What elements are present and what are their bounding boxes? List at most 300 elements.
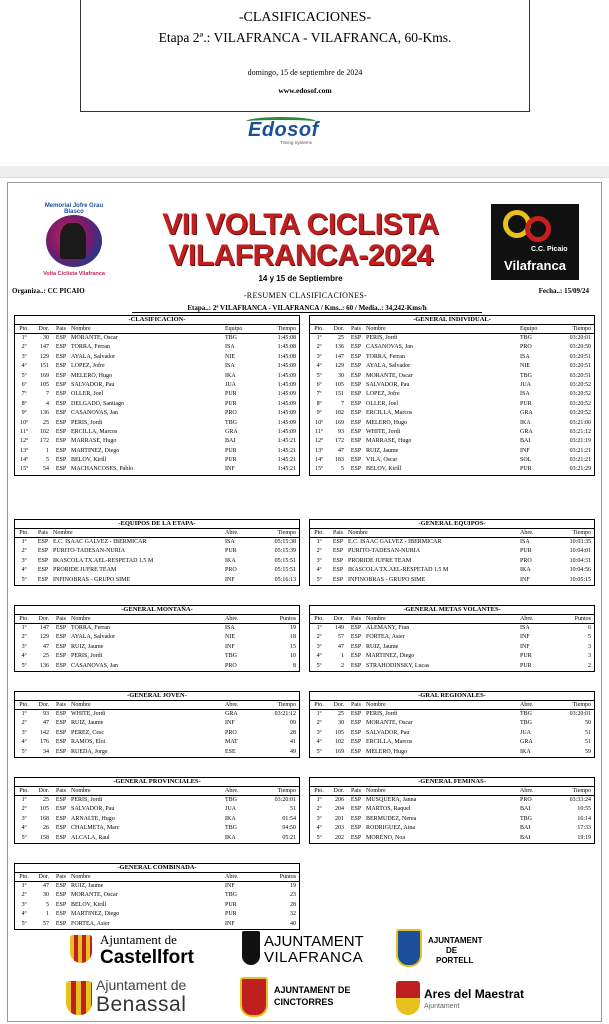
section-title: -GENERAL COMBINADA-	[15, 864, 299, 873]
team-name-cell: INFINOBRAS - GRUPO SIME	[53, 576, 131, 583]
table-row	[15, 437, 299, 446]
table-row	[15, 538, 299, 547]
rider-name-cell: ERCILLA, Marcos	[366, 410, 413, 417]
country-cell: ESP	[350, 729, 362, 736]
website-link[interactable]: www.edosof.com	[278, 86, 332, 95]
time-cell: 41	[290, 739, 296, 746]
country-cell: ESP	[350, 363, 362, 370]
column-header: Pto.	[314, 326, 324, 332]
team-name-cell: PURITO-TADESAN-NURIA	[348, 548, 421, 555]
castellfort-label-2: Castellfort	[100, 947, 194, 968]
bib-cell: 136	[40, 662, 49, 669]
table-row	[15, 390, 299, 399]
bib-cell: 25	[43, 797, 49, 803]
position-cell: 5º	[21, 920, 27, 927]
wheel-icon	[525, 216, 551, 242]
time-cell: 03:21:00	[569, 419, 591, 426]
table-row	[310, 456, 594, 465]
team-cell: GRA	[225, 428, 238, 435]
column-header: Puntos	[279, 616, 296, 622]
position-cell: 5º	[316, 662, 322, 669]
position-cell: 11º	[315, 428, 323, 435]
table-row	[15, 372, 299, 381]
time-cell: 03:21:21	[569, 457, 591, 464]
team-cell: PRO	[225, 662, 237, 669]
rider-name-cell: MARTINEZ, Diego	[71, 447, 120, 454]
table-row	[310, 400, 594, 409]
position-cell: 2º	[21, 548, 27, 555]
column-header: Abre.	[225, 702, 239, 708]
table-row	[15, 805, 299, 814]
country-cell: ESP	[55, 911, 67, 918]
position-cell: 1º	[21, 797, 27, 803]
stage-title: Etapa 2ª.: VILAFRANCA - VILAFRANCA, 60-Kms.	[158, 30, 452, 45]
bib-cell: 168	[40, 815, 49, 822]
time-cell: 51	[585, 739, 591, 746]
bib-cell: 25	[338, 335, 344, 341]
race-title-line1: VII VOLTA CICLISTA	[162, 208, 439, 241]
bib-cell: 54	[43, 466, 49, 473]
table-row	[15, 353, 299, 362]
bib-cell: 169	[335, 419, 344, 426]
table-row	[310, 624, 594, 633]
position-cell: 15º	[315, 466, 323, 473]
table-row	[310, 662, 594, 671]
points-cell: 19	[290, 625, 296, 631]
position-cell: 1º	[316, 625, 322, 631]
column-header: Dor.	[38, 326, 49, 332]
castellfort-crest-icon	[70, 935, 92, 963]
memorial-logo	[38, 201, 110, 283]
time-cell: 03:21:12	[274, 711, 296, 717]
race-date: domingo, 15 de septiembre de 2024	[247, 68, 363, 77]
rider-name-cell: FORTEA, Asier	[71, 920, 110, 927]
table-row	[15, 547, 299, 556]
country-cell: ESP	[350, 834, 362, 841]
team-cell: ISA	[520, 391, 530, 398]
team-cell: PUR	[225, 391, 237, 398]
team-cell: PUR	[520, 400, 532, 407]
bib-cell: 57	[43, 920, 49, 927]
position-cell: 10º	[20, 419, 28, 426]
bib-cell: 105	[40, 381, 49, 388]
results-title: -CLASIFICACIONES-	[238, 10, 372, 25]
column-header: Pais	[55, 326, 66, 332]
position-cell: 3º	[316, 353, 322, 360]
table-row	[15, 834, 299, 843]
bib-cell: 201	[335, 815, 344, 822]
country-cell: ESP	[332, 567, 344, 574]
time-cell: 03:20:52	[569, 381, 591, 388]
rider-name-cell: TORRA, Ferran	[366, 353, 405, 360]
bib-cell: 102	[40, 428, 49, 435]
country-cell: ESP	[55, 815, 67, 822]
table-row	[310, 576, 594, 585]
team-cell: MAT	[225, 739, 238, 746]
team-abbr-cell: ISA	[225, 539, 235, 545]
position-cell: 8º	[316, 400, 322, 407]
time-cell: 1:45:09	[277, 428, 296, 435]
column-header: Abre.	[225, 788, 239, 794]
points-cell: 2	[588, 662, 591, 669]
time-cell: 03:21:12	[569, 428, 591, 435]
team-cell: PRO	[225, 729, 237, 736]
country-cell: ESP	[55, 806, 67, 813]
position-cell: 3º	[21, 815, 27, 822]
section-equipos-etapa	[14, 519, 300, 586]
time-cell: 49	[290, 748, 296, 755]
team-cell: NIE	[520, 363, 530, 370]
position-cell: 3º	[21, 557, 27, 564]
country-cell: ESP	[350, 344, 362, 351]
time-cell: 1:45:09	[277, 410, 296, 417]
column-header: Nombre	[71, 788, 91, 794]
column-header: Tiempo	[572, 702, 591, 708]
time-cell: 03:20:52	[569, 391, 591, 398]
bib-cell: 47	[43, 720, 49, 727]
table-row	[310, 566, 594, 575]
country-cell: ESP	[55, 892, 67, 899]
bib-cell: 1	[46, 911, 49, 918]
memorial-logo-footer: Volta Ciclista Vilafranca	[43, 271, 105, 277]
time-cell: 05:16:13	[274, 576, 296, 583]
bib-cell: 129	[335, 363, 344, 370]
team-cell: TBG	[225, 653, 237, 660]
country-cell: ESP	[55, 901, 67, 908]
rider-name-cell: RODRIGUEZ, Aina	[366, 825, 415, 832]
rider-name-cell: MORANTE, Oscar	[366, 372, 413, 379]
column-header: Dor.	[333, 326, 344, 332]
column-header: Pto.	[19, 702, 29, 708]
country-cell: ESP	[350, 643, 362, 650]
position-cell: 3º	[316, 643, 322, 650]
time-cell: 1:45:08	[277, 344, 296, 351]
column-header: Pto.	[19, 874, 29, 880]
table-row	[15, 428, 299, 437]
position-cell: 1º	[21, 883, 27, 889]
team-cell: INF	[520, 643, 530, 650]
team-cell: TBG	[225, 419, 237, 426]
bib-cell: 5	[341, 466, 344, 473]
country-cell: ESP	[55, 739, 67, 746]
column-header: Dor.	[38, 874, 49, 880]
time-cell: 10:04:56	[569, 567, 591, 574]
race-title	[128, 209, 473, 271]
column-header: Abre.	[520, 788, 534, 794]
column-header: Pais	[350, 616, 361, 622]
points-cell: 40	[290, 920, 296, 927]
team-cell: BAI	[520, 834, 531, 841]
country-cell: ESP	[350, 662, 362, 669]
column-header: Pais	[350, 326, 361, 332]
time-cell: 05:21	[282, 834, 296, 841]
section-general-equipos	[309, 519, 595, 586]
column-header: Abre.	[520, 702, 534, 708]
country-cell: ESP	[55, 643, 67, 650]
position-cell: 2º	[316, 344, 322, 351]
rider-name-cell: CASANOVAS, Jan	[71, 410, 118, 417]
section-title: -GENERAL INDIVIDUAL-	[310, 316, 594, 325]
position-cell: 1º	[21, 711, 27, 717]
points-cell: 5	[588, 634, 591, 641]
position-cell: 10º	[315, 419, 323, 426]
country-cell: ESP	[55, 729, 67, 736]
time-cell: 10:55	[577, 806, 591, 813]
club-town: Vilafranca	[504, 258, 566, 273]
bib-cell: 1	[341, 653, 344, 660]
vilafranca-label-1: AJUNTAMENT	[264, 933, 364, 950]
country-cell: ESP	[55, 363, 67, 370]
position-cell: 2º	[21, 892, 27, 899]
table-row	[15, 796, 299, 805]
summary-title: -RESUMEN CLASIFICACIONES-	[243, 291, 368, 300]
bib-cell: 102	[335, 739, 344, 746]
country-cell: ESP	[55, 825, 67, 832]
table-row	[15, 710, 299, 719]
bib-cell: 151	[335, 391, 344, 398]
bib-cell: 129	[40, 353, 49, 360]
rider-name-cell: TORRA, Ferran	[71, 625, 110, 631]
stage-info: Etapa..: 2ª VILAFRANCA - VILAFRANCA / Kms..: 60 / Media..: 34,242-Kms/h	[132, 304, 482, 313]
team-cell: PUR	[225, 901, 237, 908]
time-cell: 03:20:50	[569, 344, 591, 351]
table-row	[310, 437, 594, 446]
country-cell: ESP	[55, 920, 67, 927]
column-header: Nombre	[366, 616, 386, 622]
table-row	[310, 372, 594, 381]
time-cell: 03:21:29	[569, 466, 591, 473]
column-header: Tiempo	[277, 702, 296, 708]
column-header: Abre.	[520, 616, 534, 622]
country-cell: ESP	[55, 653, 67, 660]
column-header: Nombre	[348, 530, 368, 536]
portell-label-2: DE	[446, 946, 458, 955]
bib-cell: 7	[341, 400, 344, 407]
bib-cell: 172	[40, 438, 49, 445]
column-header: Nombre	[366, 788, 386, 794]
column-header: Puntos	[279, 874, 296, 880]
column-header: Dor.	[333, 788, 344, 794]
bib-cell: 25	[43, 419, 49, 426]
portell-crest-icon	[396, 929, 422, 967]
rider-name-cell: CHALMETA, Marc	[71, 825, 120, 832]
team-cell: TBG	[225, 892, 237, 899]
team-cell: NIE	[225, 353, 235, 360]
table-header	[310, 325, 594, 334]
column-header: Pais	[37, 530, 48, 536]
rider-name-cell: MARTOS, Raquel	[366, 806, 411, 813]
column-header: Pais	[55, 616, 66, 622]
table-row	[15, 824, 299, 833]
bib-cell: 147	[40, 625, 49, 631]
section-title: -GENERAL METAS VOLANTES-	[310, 606, 594, 615]
country-cell: ESP	[55, 711, 67, 717]
time-cell: 17:33	[577, 825, 591, 832]
country-cell: ESP	[55, 419, 67, 426]
table-header	[15, 873, 299, 882]
rider-name-cell: AYALA, Salvador	[71, 634, 116, 641]
team-cell: ISA	[520, 625, 530, 631]
team-cell: TBG	[520, 711, 532, 717]
country-cell: ESP	[350, 748, 362, 755]
bib-cell: 151	[40, 363, 49, 370]
rider-name-cell: RUIZ, Jaume	[71, 643, 104, 650]
column-header: Dor.	[38, 616, 49, 622]
portell-label-1: AJUNTAMENT	[428, 936, 483, 945]
section-title: -GENERAL FEMINAS-	[310, 778, 594, 787]
position-cell: 1º	[21, 335, 27, 341]
rider-name-cell: OLLER, Joel	[366, 400, 398, 407]
time-cell: 1:45:21	[277, 466, 296, 473]
team-abbr-cell: PUR	[520, 548, 532, 555]
country-cell: ESP	[55, 438, 67, 445]
country-cell: ESP	[332, 539, 344, 545]
table-row	[310, 538, 594, 547]
rider-name-cell: MELERO, Hugo	[71, 372, 112, 379]
bib-cell: 5	[46, 901, 49, 908]
country-cell: ESP	[350, 419, 362, 426]
country-cell: ESP	[55, 834, 67, 841]
cinctorres-label-1: AJUNTAMENT DE	[274, 985, 351, 995]
rider-name-cell: STRAHODINSKY, Lucas	[366, 662, 430, 669]
team-cell: TBG	[225, 825, 237, 832]
column-header: Pais	[55, 788, 66, 794]
position-cell: 2º	[316, 720, 322, 727]
column-header: Nombre	[71, 326, 91, 332]
table-header	[15, 529, 299, 538]
column-header: Nombre	[71, 702, 91, 708]
rider-name-cell: MELERO, Hugo	[366, 419, 407, 426]
team-cell: PUR	[520, 653, 532, 660]
table-header	[15, 701, 299, 710]
table-row	[15, 409, 299, 418]
position-cell: 5º	[21, 662, 27, 669]
section-general-individual	[309, 315, 595, 476]
country-cell: ESP	[55, 372, 67, 379]
team-abbr-cell: IKA	[225, 557, 236, 564]
bib-cell: 47	[338, 447, 344, 454]
bib-cell: 142	[40, 729, 49, 736]
team-name-cell: PURITO-TADESAN-NURIA	[53, 548, 126, 555]
position-cell: 11º	[20, 428, 28, 435]
bib-cell: 4	[46, 400, 49, 407]
position-cell: 7º	[21, 391, 27, 398]
time-cell: 03:20:52	[569, 410, 591, 417]
results-poster	[7, 182, 602, 1022]
section-title: -GENERAL JOVEN-	[15, 692, 299, 701]
position-cell: 1º	[316, 539, 322, 545]
section-general-joven	[14, 691, 300, 758]
rider-name-cell: CASANOVAS, Jan	[366, 344, 413, 351]
table-row	[310, 428, 594, 437]
bib-cell: 169	[40, 372, 49, 379]
rider-name-cell: MORANTE, Oscar	[71, 892, 118, 899]
position-cell: 5º	[21, 748, 27, 755]
team-abbr-cell: INF	[225, 576, 235, 583]
race-title-line2: VILAFRANCA-2024	[168, 239, 433, 272]
column-header: Pto.	[19, 326, 29, 332]
country-cell: ESP	[55, 883, 67, 889]
bib-cell: 203	[335, 825, 344, 832]
position-cell: 3º	[316, 729, 322, 736]
time-cell: 1:45:09	[277, 372, 296, 379]
column-header: Pto.	[314, 530, 324, 536]
column-header: Pais	[350, 702, 361, 708]
team-name-cell: E.C. ISAAC GALVEZ - IBERMICAR	[53, 539, 147, 545]
section-general-combinada	[14, 863, 300, 930]
bib-cell: 30	[43, 892, 49, 899]
edosof-brand: Edosof	[248, 119, 319, 141]
column-header: Equipo	[520, 326, 538, 332]
country-cell: ESP	[350, 625, 362, 631]
time-cell: 1:45:09	[277, 363, 296, 370]
bib-cell: 47	[43, 643, 49, 650]
time-cell: 03:21:21	[569, 447, 591, 454]
table-row	[15, 334, 299, 343]
bib-cell: 30	[338, 720, 344, 727]
table-row	[310, 719, 594, 728]
position-cell: 9º	[316, 410, 322, 417]
table-header	[310, 701, 594, 710]
column-header: Pto.	[314, 788, 324, 794]
section-clasificacion	[14, 315, 300, 476]
team-cell: JUA	[225, 806, 237, 813]
rider-name-cell: RUIZ, Jaume	[71, 720, 104, 727]
team-cell: IKA	[520, 748, 531, 755]
country-cell: ESP	[350, 447, 362, 454]
time-cell: 04:50	[282, 825, 296, 832]
table-row	[15, 652, 299, 661]
rider-name-cell: RUIZ, Jaume	[366, 643, 399, 650]
bib-cell: 202	[335, 834, 344, 841]
country-cell: ESP	[55, 634, 67, 641]
bib-cell: 105	[335, 381, 344, 388]
country-cell: ESP	[55, 391, 67, 398]
country-cell: ESP	[55, 625, 67, 631]
position-cell: 2º	[21, 634, 27, 641]
country-cell: ESP	[350, 400, 362, 407]
team-cell: PUR	[520, 662, 532, 669]
time-cell: 1:45:21	[277, 447, 296, 454]
team-cell: GRA	[225, 711, 238, 717]
bib-cell: 169	[335, 748, 344, 755]
team-cell: TBG	[520, 720, 532, 727]
table-row	[310, 465, 594, 474]
table-row	[15, 815, 299, 824]
table-row	[310, 447, 594, 456]
column-header: Tiempo	[277, 788, 296, 794]
benassal-label-1: Ajuntament de	[96, 977, 187, 993]
bib-cell: 147	[40, 344, 49, 351]
column-header: Abre.	[520, 530, 534, 536]
column-header: Tiempo	[572, 326, 591, 332]
race-dates: 14 y 15 de Septiembre	[258, 274, 343, 283]
table-row	[15, 719, 299, 728]
organizer: Organiza..: CC PICAIO	[12, 287, 85, 295]
benassal-label-2: Benassal	[96, 993, 187, 1016]
table-header	[310, 787, 594, 796]
position-cell: 2º	[21, 806, 27, 813]
column-header: Pto.	[19, 530, 29, 536]
position-cell: 3º	[21, 729, 27, 736]
column-header: Pto.	[19, 616, 29, 622]
table-row	[15, 381, 299, 390]
team-cell: TBG	[520, 372, 532, 379]
table-row	[310, 652, 594, 661]
country-cell: ESP	[55, 662, 67, 669]
position-cell: 12º	[315, 438, 323, 445]
column-header: Nombre	[366, 326, 386, 332]
